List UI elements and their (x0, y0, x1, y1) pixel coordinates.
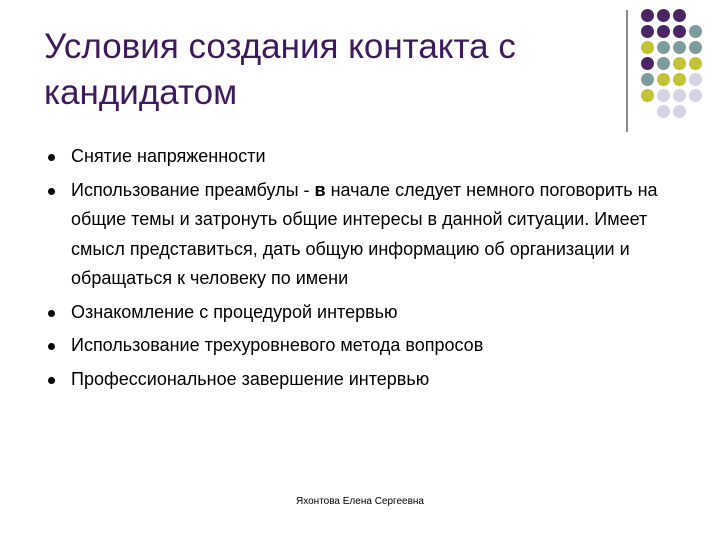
bullet-text-lead: Использование преамбулы - (71, 179, 315, 200)
bullet-text: Использование трехуровневого метода вопросов (71, 335, 484, 355)
decor-dot (641, 89, 654, 102)
bullet-item (46, 365, 666, 395)
bullet-text-bold: в (314, 179, 326, 200)
decor-dot (689, 73, 702, 86)
decor-dot (673, 57, 686, 70)
decor-dot (673, 73, 686, 86)
bullet-text: Снятие напряженности (71, 146, 266, 166)
decor-dot (657, 73, 670, 86)
decor-dot (641, 9, 654, 22)
decor-dot (689, 25, 702, 38)
decor-dot (673, 89, 686, 102)
bullet-icon (48, 377, 55, 384)
decor-dot (641, 57, 654, 70)
bullet-icon (48, 343, 55, 350)
decor-dot (689, 41, 702, 54)
bullet-text: Ознакомление с процедурой интервью (71, 301, 398, 322)
bullet-icon (48, 188, 55, 195)
bullet-item (46, 331, 666, 361)
decor-dot (657, 41, 670, 54)
decor-dot (673, 9, 686, 22)
bullet-icon (48, 154, 55, 161)
decor-dot (657, 25, 670, 38)
decor-dot (641, 41, 654, 54)
bullet-text-rest: начале следует немного поговорить на общие темы и затронуть общие интересы в данной ситуации. Имеет смысл представиться, дать общую информацию об организации и обращаться к человеку по имени (71, 179, 658, 288)
slide-title: Условия создания контакта с кандидатом (44, 27, 516, 112)
decor-dot (657, 9, 670, 22)
bullet-item (46, 298, 666, 328)
divider-line (626, 10, 628, 132)
bullet-list (46, 142, 666, 398)
bullet-item (46, 142, 666, 172)
decor-dot (657, 105, 670, 118)
bullet-icon (48, 310, 55, 317)
decor-dot (673, 41, 686, 54)
decor-dot (673, 105, 686, 118)
decor-dot (641, 73, 654, 86)
decor-dot (657, 89, 670, 102)
bullet-item (46, 176, 666, 294)
decor-dot (641, 25, 654, 38)
footer-author: Яхонтова Елена Сергеевна (296, 496, 424, 507)
decor-dot (689, 89, 702, 102)
decor-dot (673, 25, 686, 38)
bullet-text: Профессиональное завершение интервью (71, 368, 430, 389)
decor-dot (689, 57, 702, 70)
decor-dot (657, 57, 670, 70)
